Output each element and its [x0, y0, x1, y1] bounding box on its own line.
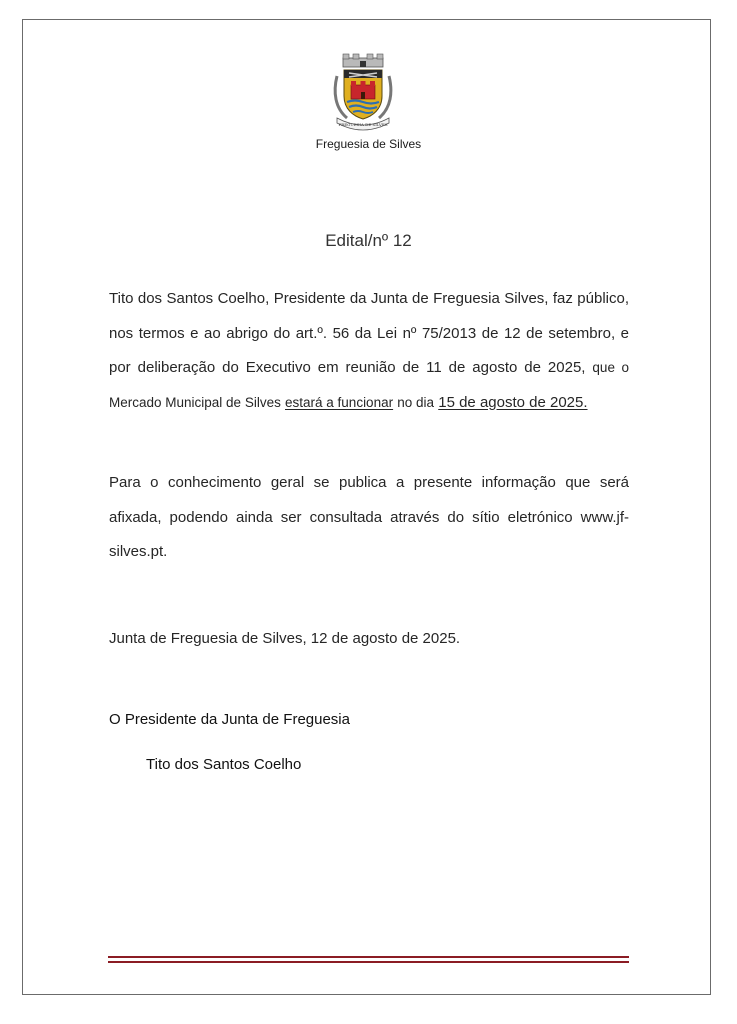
notice-title: Edital/nº 12: [325, 231, 412, 250]
parish-crest-logo: [331, 52, 395, 132]
notice-paragraph-1: [109, 282, 629, 420]
paragraph-1-text: Tito dos Santos Coelho, Presidente da Junta de Freguesia Silves, faz público, nos termos e ao abrigo do art.º. 56 da Lei nº 75/2013 de 12 de setembro, e por deliberação do Executivo em reunião de 11 de agosto de 2025,: [109, 290, 629, 376]
dateline: Junta de Freguesia de Silves, 12 de agosto de 2025.: [109, 630, 461, 647]
paragraph-1-date: 15 de agosto de 2025.: [438, 393, 588, 411]
paragraph-1-status: estará a funcionar: [285, 394, 394, 410]
paragraph-1-prep: no dia: [397, 394, 435, 410]
org-name: Freguesia de Silves: [315, 137, 422, 151]
crest-motto: FREGUESIA DE SILVES: [338, 122, 388, 127]
footer-rule-bottom: [108, 961, 629, 963]
paragraph-1-subject: que o Mercado Municipal de Silves: [109, 360, 629, 410]
notice-paragraph-2: Para o conhecimento geral se publica a presente informação que será afixada, podendo ainda ser consultada através do sítio eletrónico www.jf-silves.pt.: [109, 474, 629, 560]
footer-rule-top: [108, 956, 629, 958]
signature-name: Tito dos Santos Coelho: [146, 756, 302, 773]
signature-role: O Presidente da Junta de Freguesia: [109, 711, 350, 728]
